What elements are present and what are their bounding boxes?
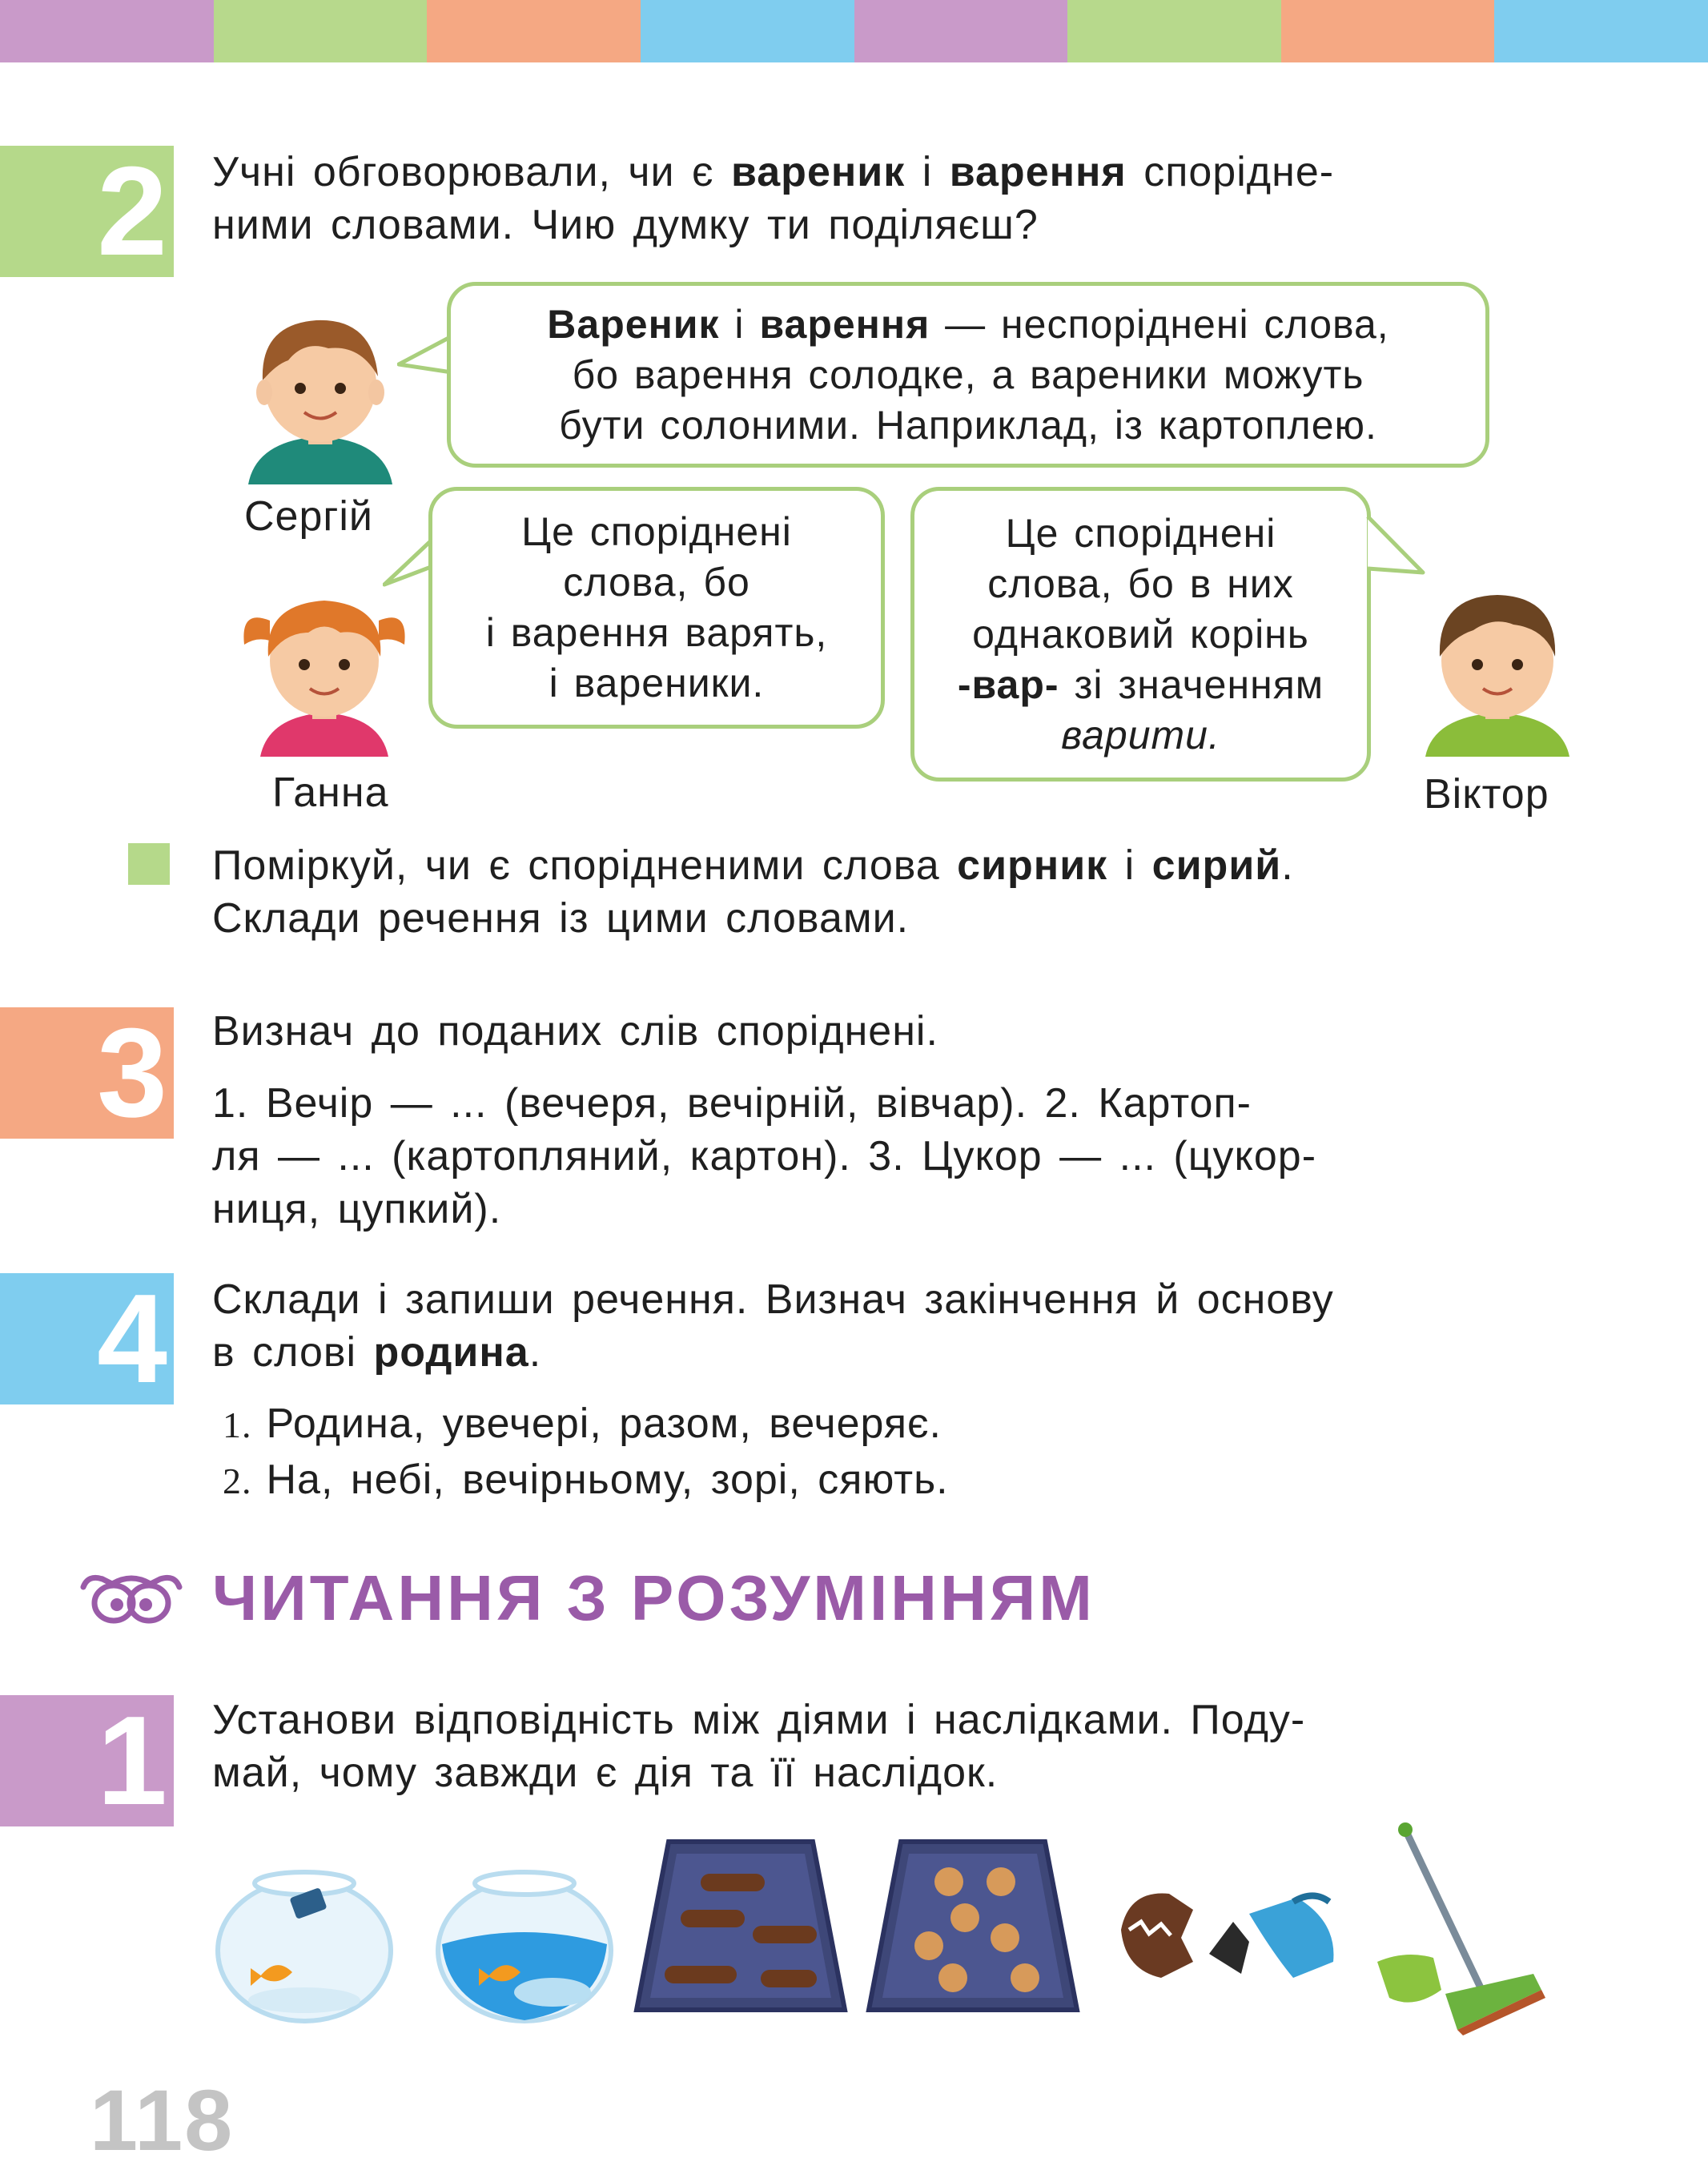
task-number-badge: 3: [0, 1007, 174, 1139]
stripe-segment: [0, 0, 214, 62]
task-number-badge: 4: [0, 1273, 174, 1404]
list-item: 1. Родина, увечері, разом, вечеряє.: [223, 1400, 942, 1447]
girl-hanna-illustration: [236, 565, 412, 757]
task2-extra-question: Поміркуй, чи є спорідненими слова сирник і сирий. Склади речення із цими словами.: [212, 842, 1294, 942]
reading-task1-question: Установи відповідність між діями і наслідками. Поду- май, чому завжди є дія та її наслідок.: [212, 1697, 1306, 1796]
baking-tray-eclairs-illustration: [633, 1838, 849, 2018]
task4-question: Склади і запиши речення. Визнач закінчення й основу в слові родина.: [212, 1276, 1334, 1376]
broom-and-dustpan-illustration: [1373, 1818, 1549, 2042]
task-number-badge: 1: [0, 1695, 174, 1826]
speech-bubble-tail: [1365, 512, 1425, 585]
speech-bubble-tail: [397, 328, 453, 384]
task3-title: Визнач до поданих слів споріднені.: [212, 1008, 938, 1055]
stripe-segment: [427, 0, 641, 62]
task3-words: 1. Вечір — ... (вечеря, вечірній, вівчар). 2. Картоп- ля — ... (картопляний, картон). 3. Цукор — ... (цукор- ниця, цупкий).: [212, 1080, 1317, 1232]
task-number-badge: 2: [0, 146, 174, 277]
character-name-hanna: Ганна: [272, 770, 389, 816]
list-item: 2. На, небі, вечірньому, зорі, сяють.: [223, 1457, 949, 1503]
stripe-segment: [214, 0, 428, 62]
top-color-stripe: [0, 0, 1708, 62]
fishbowl-with-food-illustration: [212, 1856, 396, 2024]
speech-bubble-hanna: Це споріднені слова, бо і варення варять, і вареники.: [428, 487, 885, 729]
stripe-segment: [854, 0, 1068, 62]
speech-bubble-sergiy: Вареник і варення — неспоріднені слова, бо варення солодке, а вареники можуть бути солоними. Наприклад, із картоплею.: [447, 282, 1489, 468]
task2-question: Учні обговорювали, чи є вареник і варення споріднe- ними словами. Чию думку ти поділяєш?: [212, 149, 1335, 248]
stripe-segment: [1067, 0, 1281, 62]
speech-bubble-viktor: Це споріднені слова, бо в них однаковий корінь -вар- зі значенням варити.: [910, 487, 1371, 782]
character-name-sergiy: Сергій: [244, 493, 373, 540]
owl-eyes-icon: [80, 1571, 183, 1625]
bullet-square: [128, 843, 170, 885]
broken-vase-illustration: [1113, 1866, 1345, 2002]
boy-viktor-illustration: [1417, 573, 1577, 757]
boy-sergiy-illustration: [240, 300, 400, 484]
stripe-segment: [641, 0, 854, 62]
stripe-segment: [1494, 0, 1708, 62]
baking-tray-cookies-illustration: [865, 1838, 1081, 2018]
character-name-viktor: Віктор: [1424, 771, 1549, 818]
stripe-segment: [1281, 0, 1495, 62]
page-number: 118: [90, 2072, 235, 2168]
fishbowl-with-water-illustration: [432, 1856, 617, 2024]
section-title: ЧИТАННЯ З РОЗУМІННЯМ: [212, 1562, 1095, 1634]
